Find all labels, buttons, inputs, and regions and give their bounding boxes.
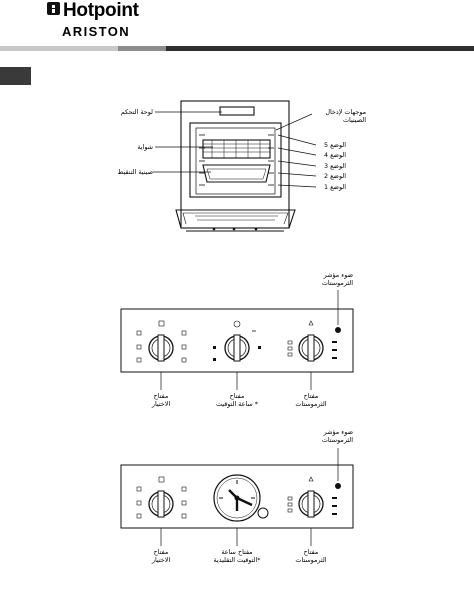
label-selector-2: مفتاح الاختيار: [151, 548, 171, 564]
label-level-2: الوضع 2: [324, 172, 346, 180]
label-thermo-light-1: ضوء مؤشر الثرموستات: [321, 271, 353, 287]
label-control-panel: لوحة التحكم: [120, 108, 153, 116]
label-drip-tray: صينية التنقيط: [117, 168, 153, 176]
label-selector-1: مفتاح الاختيار: [151, 392, 171, 408]
label-thermo-light-2: ضوء مؤشر الثرموستات: [321, 428, 353, 444]
label-guides: موجهات لإدخال الصينيات: [325, 108, 366, 124]
thermostat-light-2: [335, 483, 341, 489]
label-thermostat-2: مفتاح الثرموستات: [295, 548, 327, 564]
thermostat-knob-2: [288, 477, 337, 517]
label-level-1: الوضع 1: [324, 183, 346, 191]
analog-clock-icon: [214, 475, 268, 521]
label-timer-1: مفتاح * ساعة التوقيت: [215, 392, 258, 408]
label-level-4: الوضع 4: [324, 151, 346, 159]
selector-knob-2: [137, 477, 186, 518]
label-thermostat-1: مفتاح الثرموستات: [295, 392, 327, 408]
label-clock-2: مفتاح ساعة *التوقيت التقليدية: [213, 548, 261, 564]
label-shelf: شواية: [137, 143, 153, 151]
label-level-3: الوضع 3: [324, 162, 346, 170]
label-level-5: الوضع 5: [324, 141, 346, 149]
brand-name: Hotpoint: [63, 0, 139, 21]
brand-sub: ARISTON: [62, 24, 131, 39]
